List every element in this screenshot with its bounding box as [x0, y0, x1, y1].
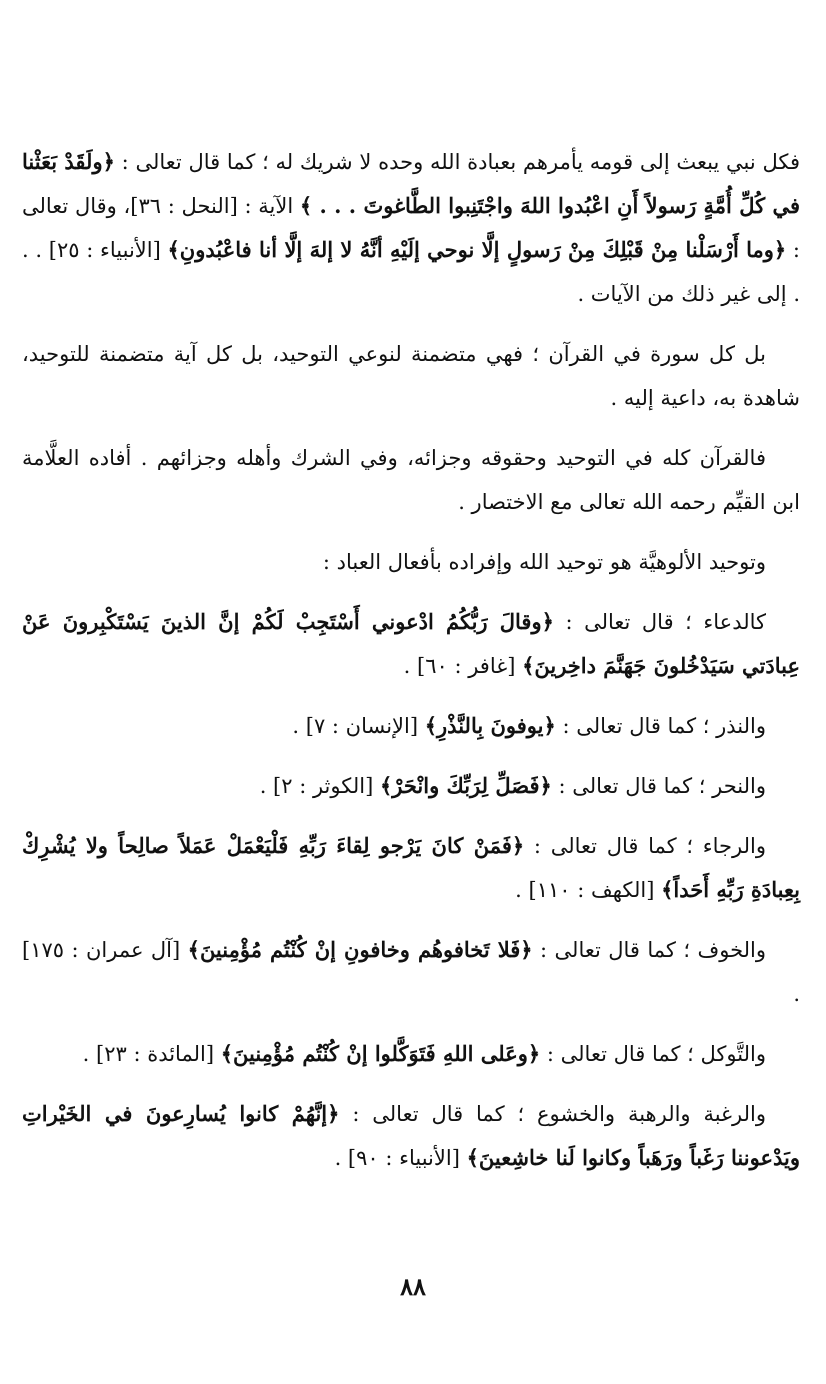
paragraph-text: فالقرآن كله في التوحيد وحقوقه وجزائه، وفي الشرك وأهله وجزائهم . أفاده العلَّامة ابن القيِّم رحمه الله تعالى مع الاختصار . — [22, 446, 800, 514]
quran-verse: ﴿إنَّهُمْ كانوا يُسارِعونَ في الخَيْراتِ ويَدْعوننا رَغَباً ورَهَباً وكانوا لَنا خاشِعينَ﴾ — [22, 1101, 800, 1170]
paragraph — [22, 332, 800, 420]
paragraph — [22, 928, 800, 1016]
paragraph — [22, 824, 800, 912]
paragraph — [22, 540, 800, 584]
paragraph-text: بل كل سورة في القرآن ؛ فهي متضمنة لنوعي التوحيد، بل كل آية متضمنة للتوحيد، شاهدة به، داعية إليه . — [22, 342, 800, 410]
paragraph-text: والنحر ؛ كما قال تعالى : — [551, 774, 766, 798]
paragraph-text: والتَّوكل ؛ كما قال تعالى : — [540, 1042, 766, 1066]
paragraph-text: [آل عمران : ١٧٥] . — [22, 938, 800, 1006]
paragraph — [22, 764, 800, 808]
quran-verse: ﴿وما أَرْسَلْنا مِنْ قَبْلِكَ مِنْ رَسولٍ إلَّا نوحي إلَيْهِ أنَّهُ لا إلهَ إلَّا أنا فاعْبُدونِ﴾ — [167, 237, 787, 262]
paragraph-text: [الكوثر : ٢] . — [259, 774, 380, 798]
paragraph — [22, 1092, 800, 1180]
quran-verse: ﴿فَلا تَخافوهُم وخافونِ إنْ كُنْتُم مُؤْمِنينَ﴾ — [187, 937, 533, 962]
paragraph — [22, 436, 800, 524]
paragraph — [22, 600, 800, 688]
page-number: ٨٨ — [400, 1272, 426, 1301]
page-body — [22, 140, 800, 1180]
quran-verse: ﴿وقالَ رَبُّكُمُ ادْعوني أَسْتَجِبْ لَكُمْ إنَّ الذينَ يَسْتَكْبِرونَ عَنْ عِبادَتي سَيَدْخُلونَ جَهَنَّمَ داخِرينَ﴾ — [22, 609, 800, 678]
paragraph-text: [المائدة : ٢٣] . — [82, 1042, 221, 1066]
quran-verse: ﴿يوفونَ بِالنَّذْرِ﴾ — [424, 713, 556, 738]
paragraph — [22, 704, 800, 748]
paragraph-text: [الأنبياء : ٩٠] . — [334, 1146, 467, 1170]
paragraph-text: والخوف ؛ كما قال تعالى : — [532, 938, 767, 962]
paragraph-text: فكل نبي يبعث إلى قومه يأمرهم بعبادة الله وحده لا شريك له ؛ كما قال تعالى : — [114, 150, 800, 174]
quran-verse: ﴿فَمَنْ كانَ يَرْجو لِقاءَ رَبِّهِ فَلْيَعْمَلْ عَمَلاً صالِحاً ولا يُشْرِكْ بِعِبادَةِ رَبِّهِ أَحَداً﴾ — [22, 833, 800, 902]
quran-verse: ﴿وعَلى اللهِ فَتَوَكَّلوا إنْ كُنْتُم مُؤْمِنينَ﴾ — [220, 1041, 541, 1066]
paragraph-text: وتوحيد الألوهيَّة هو توحيد الله وإفراده بأفعال العباد : — [322, 550, 766, 574]
quran-verse: ﴿ولَقَدْ بَعَثْنا في كُلِّ أُمَّةٍ رَسولاً أَنِ اعْبُدوا اللهَ واجْتَنِبوا الطَّاغوتَ . . . ﴾ — [22, 149, 801, 218]
paragraph-text: كالدعاء ؛ قال تعالى : — [553, 610, 767, 634]
paragraph-text: [الأنبياء : ٢٥] . . . إلى غير ذلك من الآيات . — [22, 238, 800, 306]
paragraph-text: الآية : [النحل : ٣٦]، وقال تعالى : — [22, 194, 800, 262]
quran-verse: ﴿فَصَلِّ لِرَبِّكَ وانْحَرْ﴾ — [379, 773, 552, 798]
paragraph — [22, 1032, 800, 1076]
paragraph — [22, 140, 800, 316]
paragraph-text: [الكهف : ١١٠] . — [515, 878, 662, 902]
paragraph-text: والنذر ؛ كما قال تعالى : — [555, 714, 766, 738]
paragraph-text: [الإنسان : ٧] . — [292, 714, 425, 738]
paragraph-text: والرغبة والرهبة والخشوع ؛ كما قال تعالى : — [339, 1102, 766, 1126]
paragraph-text: [غافر : ٦٠] . — [403, 654, 523, 678]
paragraph-text: والرجاء ؛ كما قال تعالى : — [524, 834, 766, 858]
